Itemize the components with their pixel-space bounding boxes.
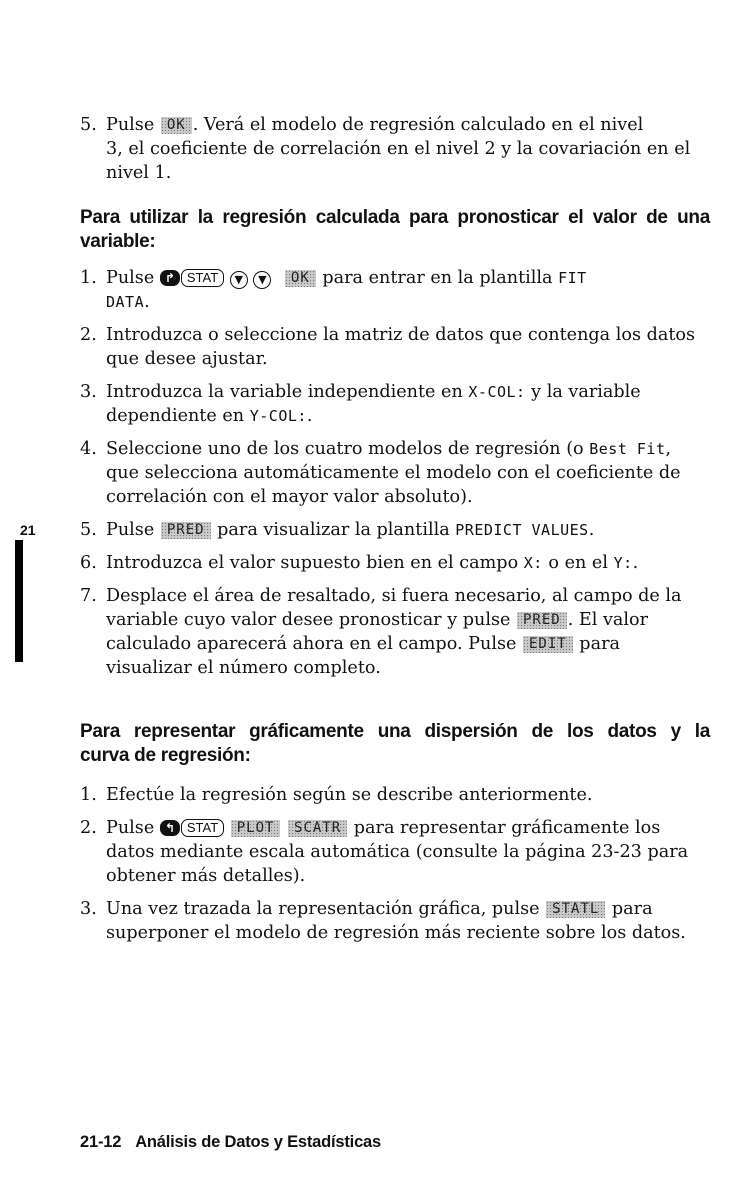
step-text: Introduzca el valor supuesto bien en el campo xyxy=(106,553,524,573)
step-number: 4. xyxy=(80,439,97,459)
step-number: 3. xyxy=(80,382,97,402)
softkey-pred: PRED xyxy=(161,522,211,539)
template-name: PREDICT VALUES xyxy=(455,521,589,539)
step-number: 3. xyxy=(80,899,97,919)
chapter-tab-label: 21 xyxy=(20,522,36,538)
step-line: datos mediante escala automática (consulte la página 23-23 para xyxy=(106,842,689,862)
step-number: 2. xyxy=(80,818,97,838)
step-line xyxy=(106,897,710,921)
step-number: 1. xyxy=(80,785,97,805)
down-arrow-key-icon: ▼ xyxy=(253,271,271,289)
step-line: visualizar el número completo. xyxy=(106,658,381,678)
step-text: Una vez trazada la representación gráfica, pulse xyxy=(106,899,546,919)
step-line: que desee ajustar. xyxy=(106,349,268,369)
step-line: Desplace el área de resaltado, si fuera necesario, al campo de la xyxy=(106,586,682,606)
template-name: FIT xyxy=(558,269,587,287)
step-line: Efectúe la regresión según se describe anteriormente. xyxy=(106,785,593,805)
chapter-title: Análisis de Datos y Estadísticas xyxy=(135,1133,381,1151)
step-line: obtener más detalles). xyxy=(106,866,306,886)
step-text: . xyxy=(306,406,313,426)
step-line xyxy=(106,404,710,428)
step-item xyxy=(80,816,710,888)
step-text: para xyxy=(573,634,620,654)
step-text: Introduzca la variable independiente en xyxy=(106,382,469,402)
right-shift-icon: ↱ xyxy=(160,270,180,286)
step-item xyxy=(80,113,710,185)
step-item xyxy=(80,783,710,807)
step-item xyxy=(80,584,710,680)
step-text: . xyxy=(144,292,150,312)
section-heading-plot xyxy=(80,720,710,768)
step-line: que selecciona automáticamente el modelo con el coeficiente de xyxy=(106,463,681,483)
intro-step xyxy=(80,113,710,185)
step-number: 5. xyxy=(80,115,97,135)
field-name: X: xyxy=(523,554,543,572)
heading-line: curva de regresión: xyxy=(80,745,251,766)
step-text: para representar gráficamente los xyxy=(348,818,661,838)
step-number: 1. xyxy=(80,268,97,288)
softkey-statl: STATL xyxy=(546,901,605,918)
step-item xyxy=(80,551,710,575)
step-text: para entrar en la plantilla xyxy=(316,268,559,288)
step-line xyxy=(106,816,710,840)
field-name: Y: xyxy=(613,554,633,572)
step-text: o en el xyxy=(542,553,614,573)
page-footer xyxy=(80,1133,381,1152)
step-line xyxy=(106,518,710,542)
field-name: Y-COL: xyxy=(249,407,307,425)
step-number: 2. xyxy=(80,325,97,345)
model-name: Best Fit xyxy=(589,440,666,458)
step-item xyxy=(80,266,710,314)
step-line: Introduzca o seleccione la matriz de datos que contenga los datos xyxy=(106,325,696,345)
field-name: X-COL: xyxy=(468,383,526,401)
softkey-ok: OK xyxy=(161,117,192,134)
step-text: Pulse xyxy=(106,115,155,135)
step-line xyxy=(106,551,710,575)
heading-line: Para representar gráficamente una dispersión de los datos y la xyxy=(80,721,710,742)
section1-steps xyxy=(80,266,710,680)
step-item xyxy=(80,323,710,371)
step-text: . Verá el modelo de regresión calculado en el nivel xyxy=(192,115,644,135)
stat-key: STAT xyxy=(181,269,224,287)
step-text: . El valor xyxy=(567,610,649,630)
step-text: calculado aparecerá ahora en el campo. Pulse xyxy=(106,634,522,654)
step-line: nivel 1. xyxy=(106,163,172,183)
left-shift-icon: ↰ xyxy=(160,820,180,836)
step-text: Seleccione uno de los cuatro modelos de regresión (o xyxy=(106,439,590,459)
chapter-tab-bar xyxy=(15,540,23,662)
step-line: superponer el modelo de regresión más reciente sobre los datos. xyxy=(106,923,686,943)
page-number: 21-12 xyxy=(80,1133,122,1151)
step-item xyxy=(80,518,710,542)
heading-line: variable: xyxy=(80,231,156,252)
step-line xyxy=(106,290,710,314)
heading-line: Para utilizar la regresión calculada para pronosticar el valor de una xyxy=(80,207,710,228)
step-text: Pulse xyxy=(106,520,160,540)
step-line xyxy=(106,437,710,461)
step-number: 5. xyxy=(80,520,97,540)
softkey-edit: EDIT xyxy=(523,636,573,653)
step-line: correlación con el mayor valor absoluto). xyxy=(106,487,473,507)
step-text: . xyxy=(632,553,639,573)
step-text: . xyxy=(588,520,595,540)
step-text: y la variable xyxy=(525,382,641,402)
step-number: 6. xyxy=(80,553,97,573)
step-text: dependiente en xyxy=(106,406,250,426)
step-text: , xyxy=(665,439,672,459)
step-line xyxy=(106,113,710,137)
down-arrow-key-icon: ▼ xyxy=(230,271,248,289)
step-line: 3, el coeficiente de correlación en el nivel 2 y la covariación en el xyxy=(106,139,691,159)
step-line xyxy=(106,608,710,632)
step-text: Pulse xyxy=(106,268,155,288)
section2-steps xyxy=(80,783,710,945)
step-line xyxy=(106,266,710,290)
softkey-scatr: SCATR xyxy=(288,820,347,837)
step-item xyxy=(80,897,710,945)
step-number: 7. xyxy=(80,586,97,606)
stat-key: STAT xyxy=(181,819,224,837)
softkey-ok: OK xyxy=(285,270,316,287)
softkey-pred: PRED xyxy=(517,612,567,629)
template-name: DATA xyxy=(106,293,145,311)
step-line xyxy=(106,380,710,404)
softkey-plot: PLOT xyxy=(231,820,281,837)
step-text: variable cuyo valor desee pronosticar y pulse xyxy=(106,610,516,630)
section-heading-predict xyxy=(80,206,710,254)
step-text: Pulse xyxy=(106,818,160,838)
step-text: para visualizar la plantilla xyxy=(211,520,456,540)
step-item xyxy=(80,437,710,509)
step-line xyxy=(106,632,710,656)
step-text: para xyxy=(606,899,653,919)
step-item xyxy=(80,380,710,428)
